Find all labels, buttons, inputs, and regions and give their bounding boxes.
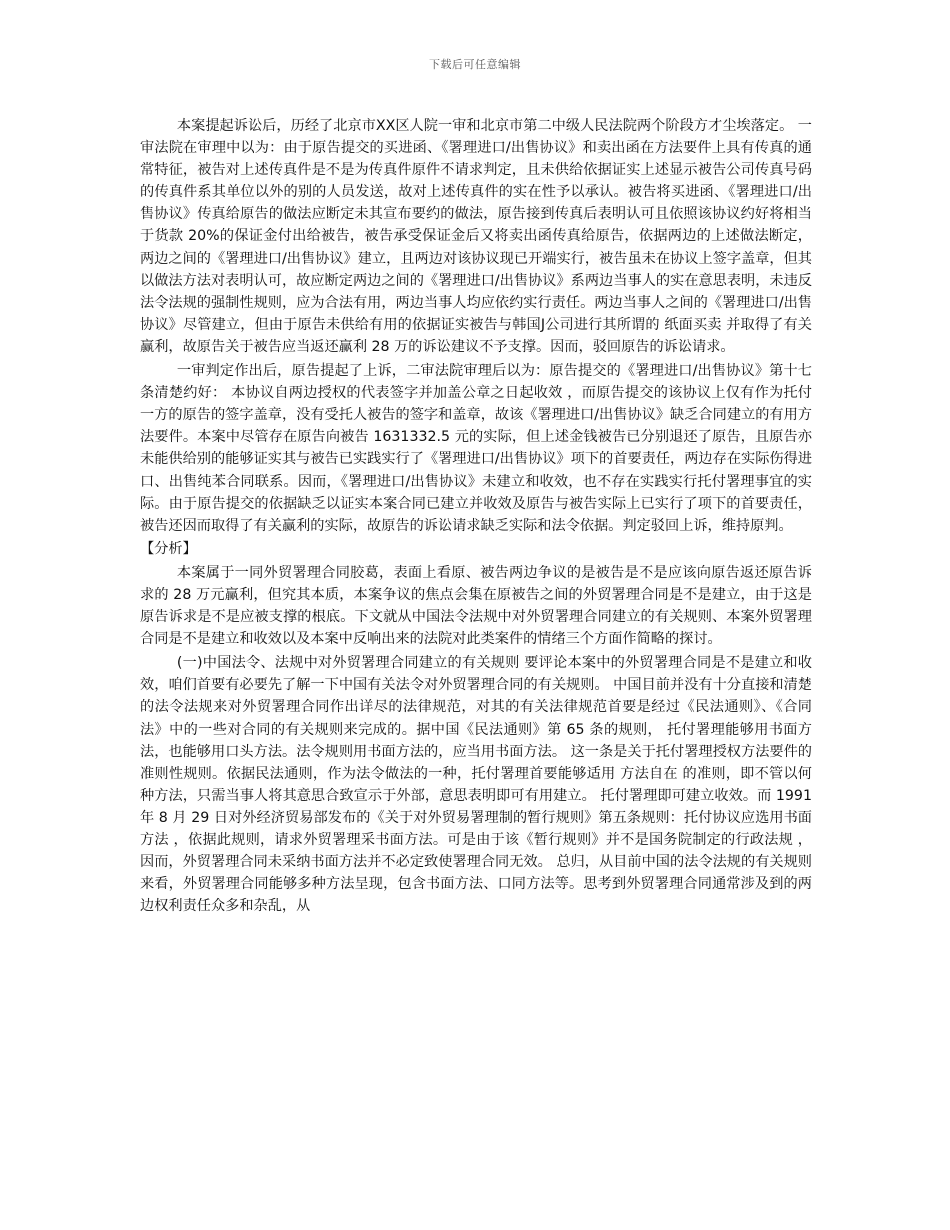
paragraph-case-history: 本案提起诉讼后，历经了北京市XX区人院一审和北京市第二中级人民法院两个阶段方才尘埃落定。 一审法院在审理中以为：由于原告提交的买进函、《署理进口/出售协议》和卖出函在方法要件上具有传真的通常特征，被告对上述传真件是不是为传真件原件不请求判定，且未供给依据证实上述显示被告公司传真号码的传真件系其单位以外的别的人员发送，故对上述传真件的实在性予以承认。被告将买进函、《署理进口/出售协议》传真给原告的做法应断定未其宣布要约的做法，原告接到传真后表明认可且依照该协议约好将相当于货款 20%的保证金付出给被告，被告承受保证金后又将卖出函传真给原告，依据两边的上述做法断定，两边之间的《署理进口/出售协议》建立，且两边对该协议现已开端实行，被告虽未在协议上签字盖章，但其以做法方法对表明认可，故应断定两边之间的《署理进口/出售协议》系两边当事人的实在意思表明，未违反法令法规的强制性规则，应为合法有用，两边当事人均应依约实行责任。两边当事人之间的《署理进口/出售协议》尽管建立，但由于原告未供给有用的依据证实被告与韩国J公司进行其所谓的 纸面买卖 并取得了有关赢利，故原告关于被告应当返还赢利 28 万的诉讼建议不予支撑。因而，驳回原告的诉讼请求。 bbox=[140, 118, 812, 355]
page-header-note: 下载后可任意编辑 bbox=[429, 58, 521, 71]
paragraph-legal-provisions: (一)中国法令、法规中对外贸署理合同建立的有关规则 要评论本案中的外贸署理合同是不是建立和收效，咱们首要有必要先了解一下中国有关法令对外贸署理合同的有关规则。 中国目前并没有十分直接和清楚的法令法规来对外贸署理合同作出详尽的法律规范，对其的有关法律规范首要是经过《民法通则》、《合同法》中的一些对合同的有关规则来完成的。据中国《民法通则》第 65 条的规则， 托付署理能够用书面方法，也能够用口头方法。法令规则用书面方法的，应当用书面方法。 这一条是关于托付署理授权方法要件的准则性规则。依据民法通则，作为法令做法的一种，托付署理首要能够适用 方法自在 的准则，即不管以何种方法，只需当事人将其意思合致宣示于外部，意思表明即可有用建立。 托付署理即可建立收效。而 1991 年 8 月 29 日对外经济贸易部发布的《关于对外贸易署理制的暂行规则》第五条规则：托付协议应选用书面方法 ，依据此规则，请求外贸署理采书面方法。可是由于该《暂行规则》并不是国务院制定的行政法规 ，因而，外贸署理合同未采纳书面方法并不必定致使署理合同无效。 总归，从目前中国的法令法规的有关规则来看，外贸署理合同能够多种方法呈现，包含书面方法、口同方法等。思考到外贸署理合同通常涉及到的两边权利责任众多和杂乱，从 bbox=[140, 655, 812, 915]
analysis-heading: 【分析】 bbox=[140, 540, 197, 557]
paragraph-second-instance: 一审判定作出后，原告提起了上诉，二审法院审理后以为：原告提交的《署理进口/出售协议》第十七条清楚约好： 本协议自两边授权的代表签字并加盖公章之日起收效 ，而原告提交的该协议上仅有作为托付一方的原告的签字盖章，没有受托人被告的签字和盖章，故该《署理进口/出售协议》缺乏合同建立的有用方法要件。本案中尽管存在原告向被告 1631332.5 元的实际，但上述金钱被告已分别退还了原告，且原告亦未能供给别的能够证实其与被告已实践实行了《署理进口/出售协议》项下的首要责任，两边存在实际伤得进口、出售纯苯合同联系。因而，《署理进口/出售协议》未建立和收效，也不存在实践实行托付署理事宜的实际。由于原告提交的依据缺乏以证实本案合同已建立并收效及原告与被告实际上已实行了项下的首要责任，被告还因而取得了有关赢利的实际，故原告的诉讼请求缺乏实际和法令依据。判定驳回上诉，维持原判。 bbox=[140, 363, 812, 534]
paragraph-analysis-intro: 本案属于一同外贸署理合同胶葛，表面上看原、被告两边争议的是被告是不是应该向原告返还原告诉求的 28 万元赢利，但究其本质，本案争议的焦点会集在原被告之间的外贸署理合同是不是建立，由于这是原告诉求是不是应被支撑的根底。下文就从中国法令法规中对外贸署理合同建立的有关规则、本案外贸署理合同是不是建立和收效以及本案中反响出来的法院对此类案件的情绪三个方面作简略的探讨。 bbox=[140, 564, 812, 648]
document-body bbox=[140, 115, 812, 917]
